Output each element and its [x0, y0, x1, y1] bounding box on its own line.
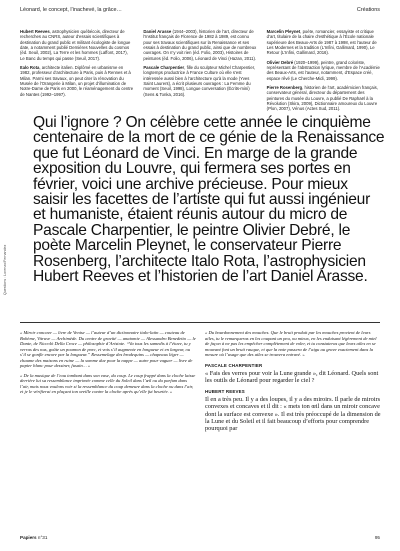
running-title: Léonard, le concept, l’inachevé, la grâce…	[20, 7, 122, 13]
bio-name: Pierre Rosenberg	[266, 85, 303, 91]
bio-entry	[20, 29, 133, 61]
bio-entry	[143, 29, 256, 61]
section-label: Créations	[356, 7, 380, 13]
left-text-column	[20, 330, 196, 399]
bio-text: , astrophysicien québécois, directeur de recherches au CNRS, auteur d’essais scientifiques à destination du grand public et militant écologiste de longue date, a notamment publié Dernières Nouvelles du cosmos (éd. Seuil, 2002), La Terre et les hommes (Laffont, 2017), Le Banc du temps qui passe (Seuil, 2017).	[20, 29, 131, 61]
leonardo-quote: « Miroir concave — livre de Venise — l’auteur d’un dictionnaire italo-latin — couteau de Bohème, Vitruve — Archimède. Du centre de gravité — anatomie — Alessandro Benedetto — le Dante, de Niccolò Della Croce — philosophie d’Aristote. “Va tous les samedis à l’étuve, tu y verras des nus, goûte un poumon de porc, et vois s’il augmente en longueur et en largeur, ou s’il se gonfle encore par la longueur.” Ressemelage des brodequins — chapeaux léger — chaume des maisons en ruine — la somme due pour la nappe — autre pour vaguer — livre de papier blanc pour dessiner, fusain… »	[20, 330, 196, 369]
bio-entry	[143, 65, 256, 97]
publication-name: Papiers	[20, 535, 37, 540]
bio-name: Pascale Charpentier	[143, 65, 185, 71]
leonardo-quote: « Du bourdonnement des mouches. Que le bruit produit par les mouches provient de leurs ailes, tu le remarqueras en les coupant un peu, ou mieux, en les enduisant légèrement de miel de façon à ne pas les empêcher complètement de voler, et tu constateras que leurs ailes en se mouvant font un bruit rauque, et que la note passera de l’aigu au grave exactement dans la mesure où l’usage que des ailes se trouvera entravé. »	[205, 330, 377, 358]
photo-credit-vertical: Questions : Lorenzo/Fernandez	[3, 244, 7, 295]
bio-name: Italo Rota	[20, 65, 40, 71]
bio-entry	[267, 60, 380, 81]
speaker-name: PASCALE CHARPENTIER	[205, 362, 263, 368]
section-divider	[20, 322, 380, 323]
bio-entry	[267, 29, 380, 56]
interview-text: Il en a très peu. Il y a des loupes, il y a des miroirs. Il parle de miroirs convexes et concaves et il dit : « mets ton œil dans un miroir concave dont la surface est convexe ». Il est très préoccupé de la dimension de la Lune et du Soleil et il fait beaucoup d’efforts pour comprendre pourquoi par	[205, 396, 381, 433]
publication-info	[20, 535, 47, 540]
issue-number: n°31	[37, 535, 48, 540]
page-footer	[20, 535, 380, 540]
bio-column-2	[143, 29, 256, 116]
bio-name: Olivier Debré	[266, 59, 294, 65]
leonardo-quote: « De la musique de l’eau tombant dans son vase, du coup. Le coup frappé dans la cloche laisse derrière lui sa ressemblance imprimée comme celle du Soleil dans l’œil ou du parfum dans l’air, mais nous voulons voir si la ressemblance du coup demeure dans la cloche ou dans l’air, et je le vérifierai en plaçant ton oreille contre la cloche après qu’elle fut heurtée. »	[20, 372, 196, 395]
bio-column-1	[20, 29, 133, 116]
bio-text: , fille du sculpteur Michel Charpentier, longtemps productrice à France Culture où elle s’est intéressée aussi bien à l’architecture qu’à la mode (Yves Saint Laurent), a écrit plusieurs ouvrages : La Femme du moment (Seuil, 1998), Longue conversation (Écrits-mini) (Sens & Tonka, 2016).	[143, 65, 256, 97]
page-number: 95	[374, 535, 380, 540]
right-text-column	[205, 330, 381, 435]
bio-text: (1920–1999), peintre, grand coloriste, représentant de l’abstraction lyrique, membre de l’Académie des Beaux-Arts, est l’auteur, notamment, d’Espace créé, espace rêvé (Le Cherche-Midi, 1999).	[266, 59, 380, 81]
bio-text: , historien de l’art, académicien français, conservateur général, directeur du département des peintures du musée du Louvre, a publié De Raphaël à la Révolution (Skira, 2009), Dictionnaire amoureux du Louvre (Plon, 2007), Vénus (Actes Sud, 2011).	[266, 85, 378, 112]
intro-paragraph: Qui l’ignore ? On célèbre cette année le cinquième centenaire de la mort de ce génie de la Renaissance que fut Léonard de Vinci. En marge de la grande exposition du Louvre, qui fermera ses portes en février, voici une archive précieuse. Pour mieux saisir les facettes de l’artiste qui fut aussi ingénieur et humaniste, étaient réunis autour du micro de Pascale Charpentier, le peintre Olivier Debré, le poète Marcelin Pleynet, le conservateur Pierre Rosenberg, l’architecte Italo Rota, l’astrophysicien Hubert Reeves et l’historien de l’art Daniel Arasse.	[33, 114, 385, 286]
interview-text: « Fais des verres pour voir la Lune grande », dit Léonard. Quels sont les outils de Léonard pour regarder le ciel ?	[205, 369, 379, 384]
bio-column-3	[267, 29, 380, 116]
bio-text: (1944–2003), historien de l’art, directeur de l’Institut français de Florence de 1982 à 1989, est connu pour ses travaux scientifiques sur la Renaissance et ses essais à destination du grand public, ainsi que de nombreux ouvrages. On n’y voit rien (éd. Folio, 2003), Histoires de peintures (éd. Folio, 2006), Léonard de Vinci (Hazan, 2011).	[143, 29, 257, 61]
bio-text: , architecte italien. Diplômé en urbanisme en 1982, professeur d’architecture à Paris, puis à Rennes et à Milan. Parmi ses travaux, on peut citer la rénovation du Musée de l’Orangerie à Milan, un projet d’illumination de Notre-Dame de Paris en 2000, le réaménagement du centre de Nantes (1992–1997).	[20, 65, 134, 97]
bio-entry	[267, 85, 380, 112]
bio-name: Hubert Reeves	[20, 29, 50, 34]
bio-name: Daniel Arasse	[143, 29, 172, 34]
bio-name: Marcelin Pleynet	[266, 29, 301, 34]
running-header	[20, 5, 380, 15]
bio-text: , poète, romancier, essayiste et critique d’art, titulaire de la chaire d’esthétique à l’École nationale supérieure des Beaux-Arts de 1987 à 1998, est l’auteur de Les Modernes et la tradition (L’Infini, Gallimard, 1990), Le Retour (L’Infini, Gallimard, 2016).	[266, 29, 377, 56]
contributor-bios	[20, 29, 380, 116]
bio-entry	[20, 65, 133, 97]
speaker-name: HUBERT REEVES	[205, 389, 245, 395]
